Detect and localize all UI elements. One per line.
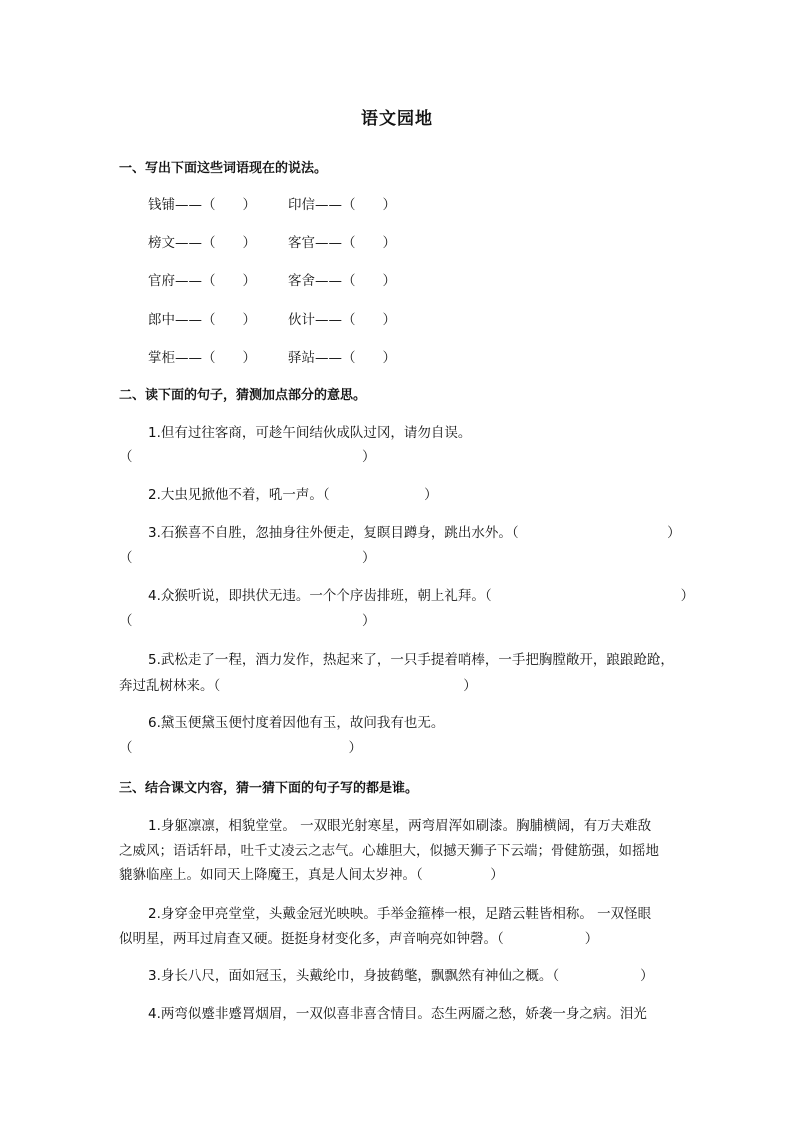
passage-line: 2.身穿金甲亮堂堂，头戴金冠光映映。手举金箍棒一根，足踏云鞋皆相称。 一双怪眼 bbox=[148, 906, 652, 922]
section3-heading: 三、结合课文内容，猜一猜下面的句子写的都是谁。 bbox=[119, 781, 419, 796]
vocab-item: 印信——（ ） bbox=[288, 197, 396, 213]
question-line: 6.黛玉便黛玉便忖度着因他有玉，故问我有也无。 bbox=[148, 715, 445, 731]
vocab-item: 伙计——（ ） bbox=[288, 312, 396, 328]
vocab-item: 官府——（ ） bbox=[148, 273, 256, 289]
passage-line: 4.两弯似蹙非蹙罥烟眉，一双似喜非喜含情目。态生两靥之愁，娇袭一身之病。泪光 bbox=[148, 1006, 647, 1022]
passage-line: 似明星，两耳过肩查又硬。挺挺身材变化多，声音响亮如钟磬。（ ） bbox=[119, 931, 599, 947]
vocab-item: 榜文——（ ） bbox=[148, 235, 256, 251]
answer-blank: （ ） bbox=[119, 613, 376, 629]
section2-heading: 二、读下面的句子，猜测加点部分的意思。 bbox=[119, 388, 367, 403]
answer-blank: （ ） bbox=[119, 550, 376, 566]
passage-line: 1.身躯凛凛，相貌堂堂。 一双眼光射寒星，两弯眉浑如刷漆。胸脯横阔，有万夫难敌 bbox=[148, 818, 652, 834]
vocab-item: 客官——（ ） bbox=[288, 235, 396, 251]
question-line: 1.但有过往客商，可趁午间结伙成队过冈，请勿自误。 bbox=[148, 425, 472, 441]
answer-blank: （ ） bbox=[119, 740, 362, 756]
question-line: 5.武松走了一程，酒力发作，热起来了，一只手提着哨棒，一手把胸膛敞开，踉踉跄跄， bbox=[148, 652, 674, 668]
answer-blank: （ ） bbox=[119, 449, 376, 465]
passage-line: 之威风；语话轩昂，吐千丈凌云之志气。心雄胆大，似撼天狮子下云端；骨健筋强，如摇地 bbox=[119, 843, 659, 859]
page-title: 语文园地 bbox=[361, 109, 433, 129]
question-line: 3.石猴喜不自胜，忽抽身往外便走，复瞑目蹲身，跳出水外。（ ） bbox=[148, 525, 681, 541]
vocab-item: 掌柜——（ ） bbox=[148, 350, 256, 366]
passage-line: 3.身长八尺，面如冠玉，头戴纶巾，身披鹤氅，飘飘然有神仙之概。（ ） bbox=[148, 968, 654, 984]
vocab-item: 钱铺——（ ） bbox=[148, 197, 256, 213]
section1-heading: 一、写出下面这些词语现在的说法。 bbox=[119, 161, 328, 176]
question-line: 奔过乱树林来。（ ） bbox=[119, 678, 477, 694]
question-line: 2.大虫见掀他不着，吼一声。（ ） bbox=[148, 487, 438, 503]
vocab-item: 郎中——（ ） bbox=[148, 312, 256, 328]
vocab-item: 客舍——（ ） bbox=[288, 273, 396, 289]
vocab-item: 驿站——（ ） bbox=[288, 350, 396, 366]
question-line: 4.众猴听说，即拱伏无违。一个个序齿排班，朝上礼拜。（ ） bbox=[148, 588, 695, 604]
passage-line: 貔貅临座上。如同天上降魔王，真是人间太岁神。（ ） bbox=[119, 867, 504, 883]
